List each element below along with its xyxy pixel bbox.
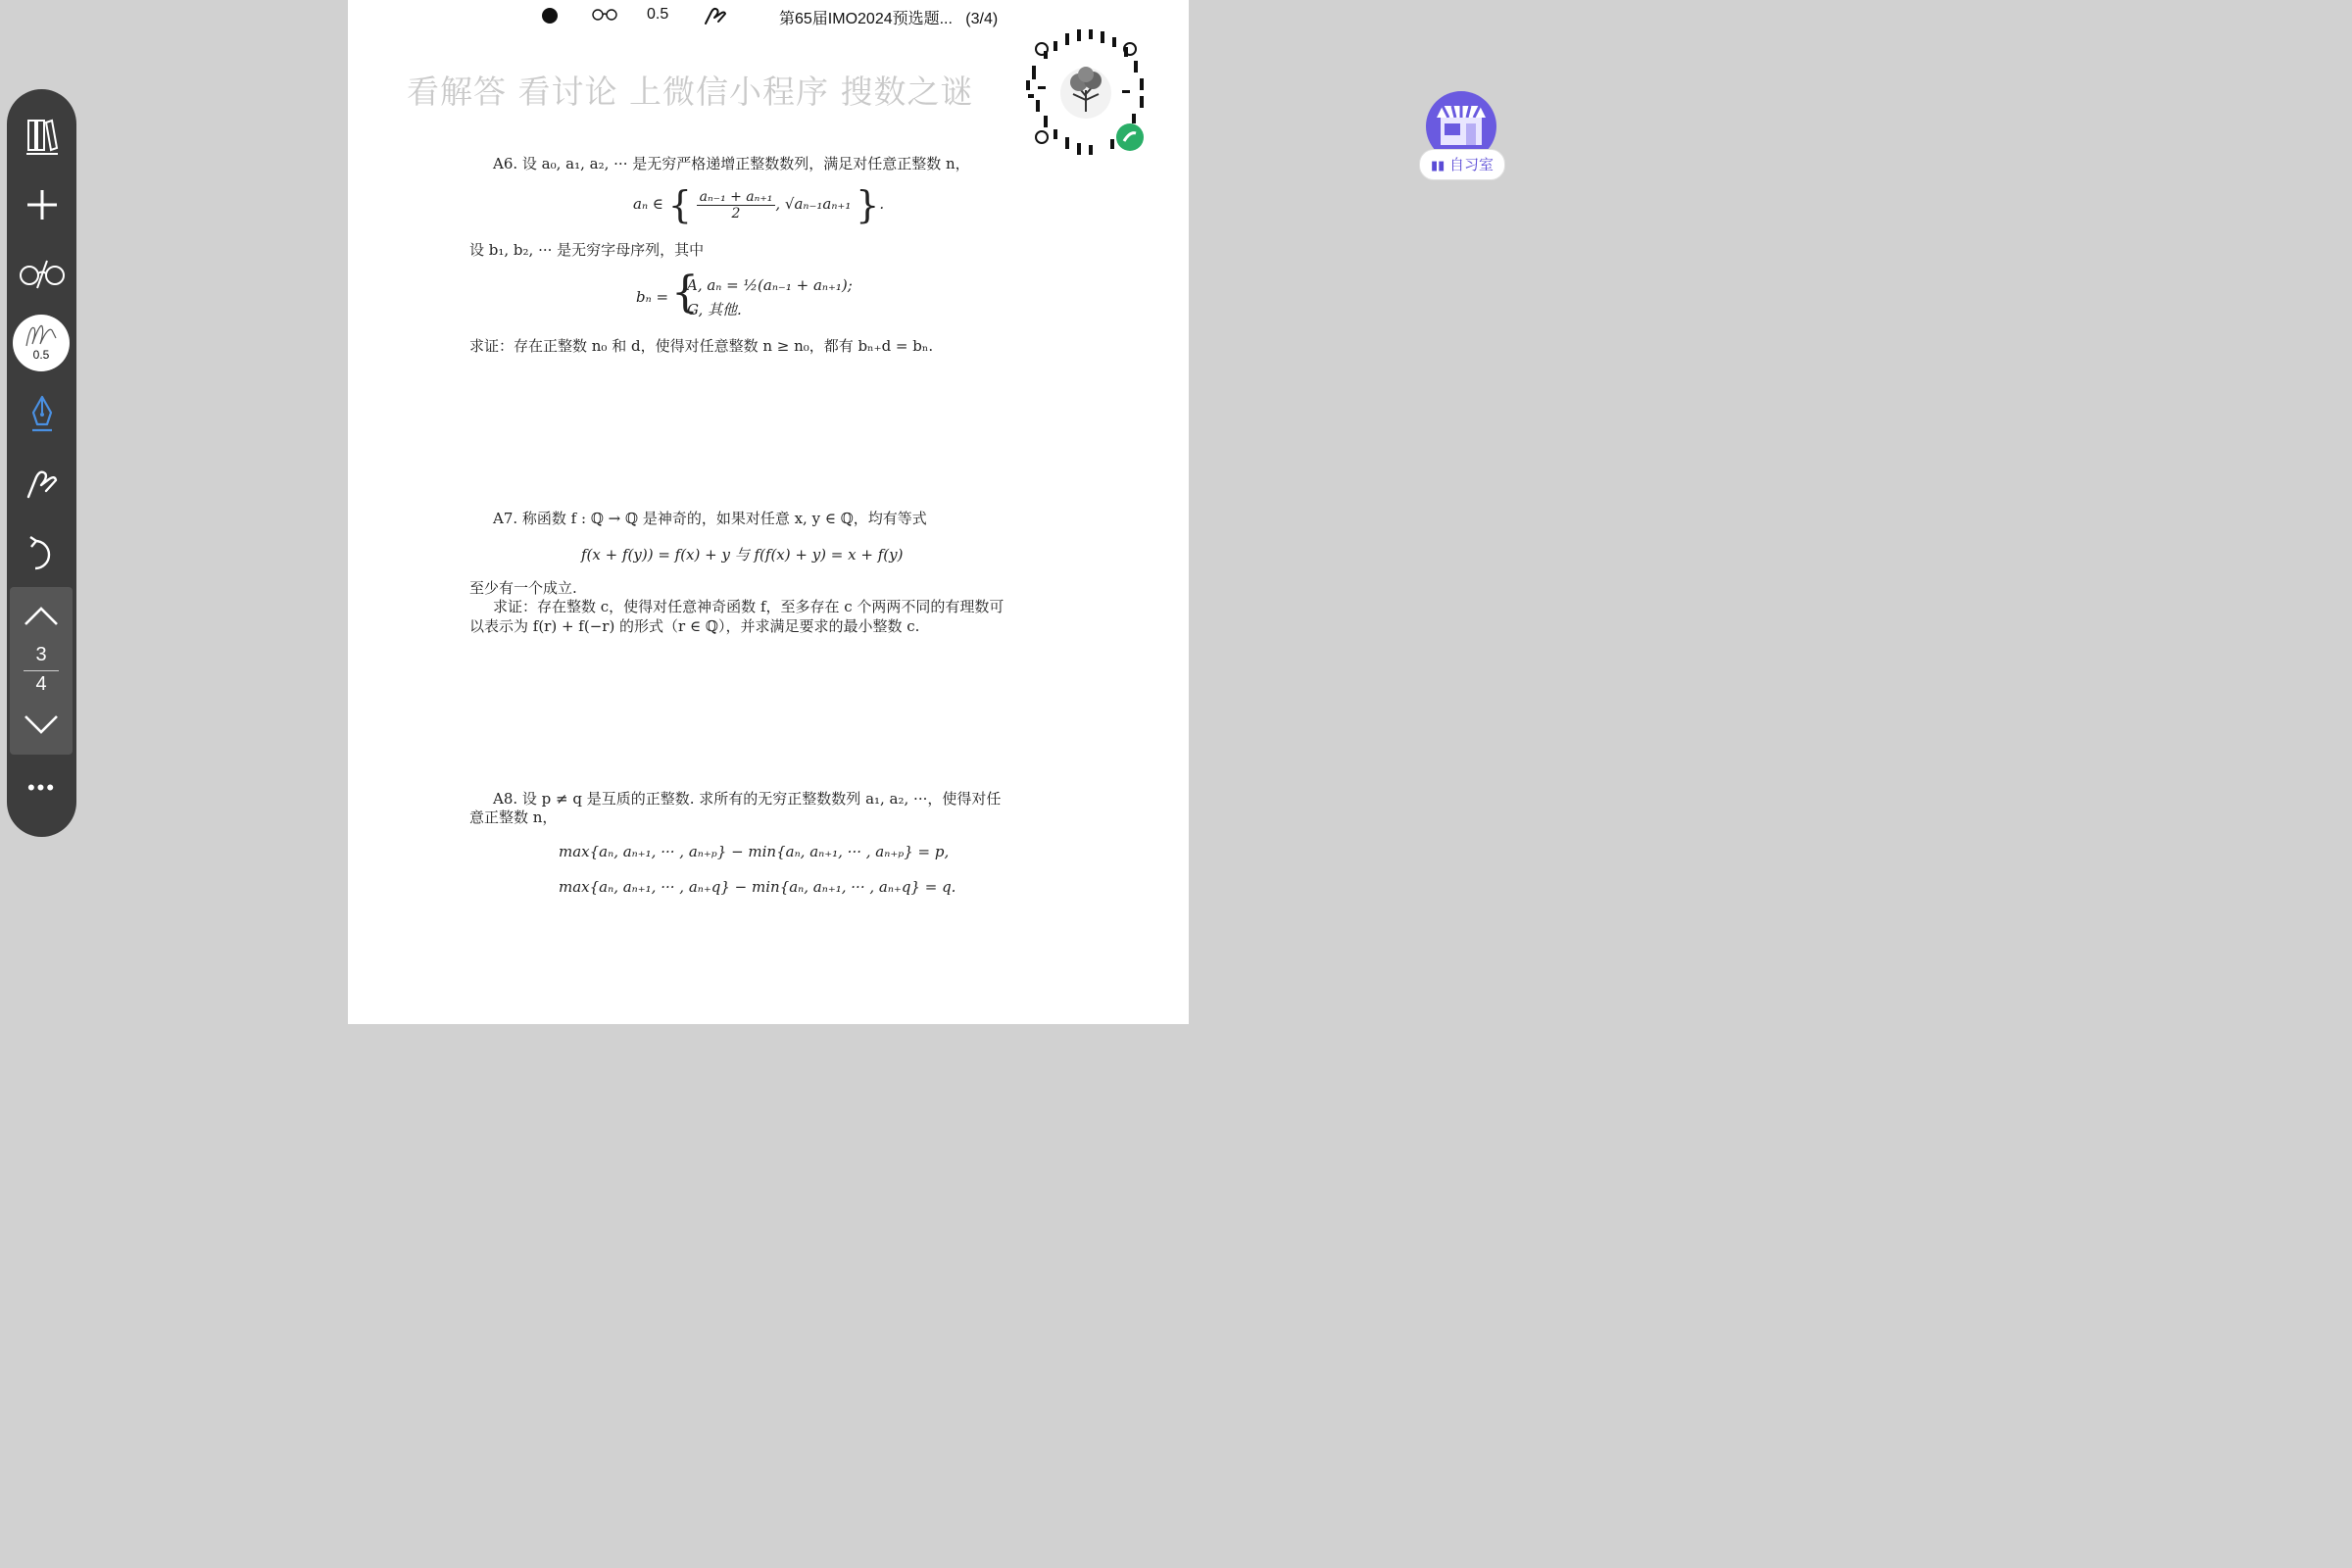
chevron-up-icon[interactable] [24,605,59,626]
chevron-down-icon[interactable] [24,714,59,736]
a6-case2: G, 其他. [687,301,742,318]
reading-glasses-icon[interactable] [7,252,76,295]
qr-code-icon[interactable] [1014,22,1157,165]
pen-width-button[interactable] [13,315,70,371]
a6-line2: 设 b₁, b₂, ··· 是无穷字母序列，其中 [469,241,705,259]
status-zoom: 0.5 [647,6,669,23]
current-page: 3 [35,644,47,665]
signature-tool-icon[interactable] [7,462,76,505]
case-brace: { [671,268,699,318]
brace-close: } [856,183,880,226]
color-dot-icon[interactable] [542,8,558,24]
left-toolbar [7,89,76,837]
a8-equation1: max{aₙ, aₙ₊₁, ··· , aₙ₊ₚ} − min{aₙ, aₙ₊₁, ··· , aₙ₊ₚ} = p, [559,843,950,860]
handwriting-icon [21,318,62,350]
a6-line3: 求证：存在正整数 n₀ 和 d，使得对任意整数 n ≥ n₀，都有 bₙ₊d = bₙ. [469,337,934,355]
add-icon[interactable] [7,183,76,226]
a6-line1: A6. 设 a₀, a₁, a₂, ··· 是无穷严格递增正整数数列，满足对任意正整数 n， [493,155,970,172]
brace-open: { [667,183,692,226]
study-room-text: 自习室 [1449,156,1494,173]
chart-bars-icon: ▮▮ [1430,159,1446,173]
a6-frac-den: 2 [731,205,741,221]
study-room-label[interactable] [1419,149,1505,180]
a6-eq-end: . [879,195,885,213]
a7-line4: 以表示为 f(r) + f(−r) 的形式（r ∈ ℚ），并求满足要求的最小整数 c. [469,617,920,635]
a8-line2: 意正整数 n， [469,808,558,826]
a7-line2: 至少有一个成立. [469,579,577,597]
glasses-icon[interactable] [591,6,618,26]
document-title-text: 第65届IMO2024预选题... [779,11,953,27]
a8-equation2: max{aₙ, aₙ₊₁, ··· , aₙ₊q} − min{aₙ, aₙ₊₁, ··· , aₙ₊q} = q. [559,878,956,896]
page-divider [24,670,59,671]
document-page [348,0,1189,1024]
a6-eq-lhs: aₙ ∈ [633,195,663,213]
undo-icon[interactable] [7,532,76,575]
a6-fraction [697,189,776,221]
signature-icon[interactable] [703,4,728,32]
a6-eq-sqrt: , √aₙ₋₁aₙ₊₁ [775,195,852,213]
watermark: 看解答 看讨论 上微信小程序 搜数之谜 [407,73,974,111]
a7-line3: 求证：存在整数 c，使得对任意神奇函数 f，至多存在 c 个两两不同的有理数可 [493,598,1004,615]
document-title [779,6,998,28]
a6-frac-num: aₙ₋₁ + aₙ₊₁ [697,189,776,206]
a6-equation [633,183,885,226]
pen-width-value: 0.5 [32,348,50,362]
total-pages: 4 [35,673,47,695]
a6-case-lhs: bₙ = [636,288,669,306]
a7-equation: f(x + f(y)) = f(x) + y 与 f(f(x) + y) = x + f(y) [581,546,904,564]
page-navigator [10,587,73,755]
page-indicator: (3/4) [965,11,999,27]
more-button[interactable]: ••• [26,775,57,800]
a6-case1: A, aₙ = ½(aₙ₋₁ + aₙ₊₁); [687,276,853,294]
a8-line1: A8. 设 p ≠ q 是互质的正整数. 求所有的无穷正整数数列 a₁, a₂, ···，使得对任 [493,790,1002,808]
a7-line1: A7. 称函数 f : ℚ → ℚ 是神奇的，如果对任意 x, y ∈ ℚ，均有等式 [493,510,927,527]
study-room-button[interactable] [1419,90,1503,180]
fountain-pen-icon[interactable] [7,393,76,436]
library-icon[interactable] [7,115,76,158]
